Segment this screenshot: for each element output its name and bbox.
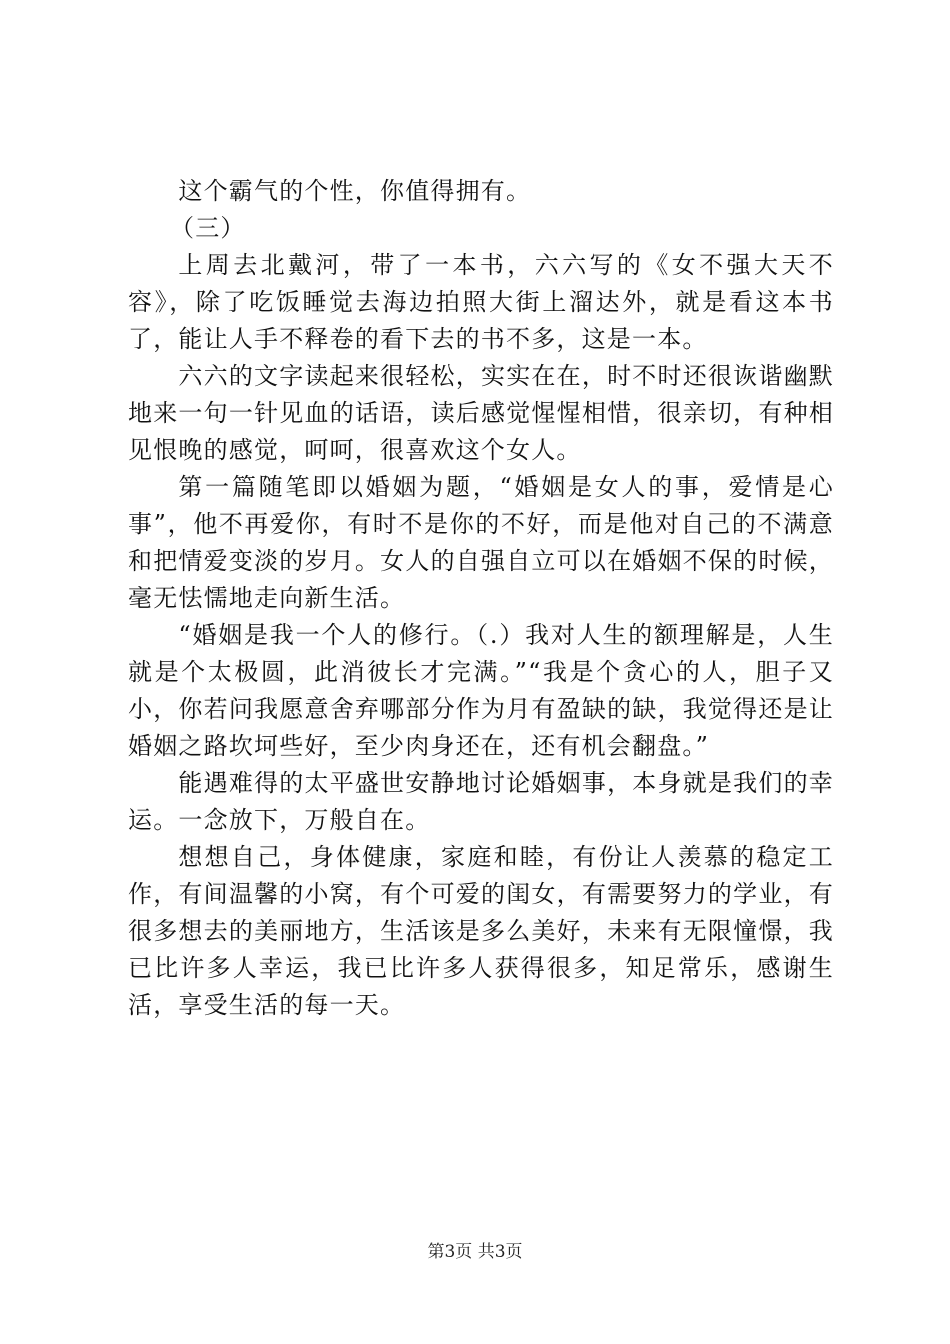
section-heading: （三） [170,214,246,242]
paragraph: 能遇难得的太平盛世安静地讨论婚姻事，本身就是我们的幸运。一念放下，万般自在。 [128,769,834,834]
paragraph: “婚姻是我一个人的修行。（.）我对人生的额理解是，人生就是个太极圆，此消彼长才完满。”“我是个贪心的人，胆子又小，你若问我愿意舍弃哪部分作为月有盈缺的缺，我觉得还是让婚姻之路坎坷些好，至少肉身还在，还有机会翻盘。” [128,621,834,760]
paragraph: 第一篇随笔即以婚姻为题，“婚姻是女人的事，爱情是心事”，他不再爱你，有时不是你的不好，而是他对自己的不满意和把情爱变淡的岁月。女人的自强自立可以在婚姻不保的时候，毫无怯懦地走向新生活。 [128,473,834,612]
page-number: 第3页 共3页 [427,1242,523,1262]
document-body [128,173,834,1024]
paragraph: 想想自己，身体健康，家庭和睦，有份让人羡慕的稳定工作，有间温馨的小窝，有个可爱的闺女，有需要努力的学业，有很多想去的美丽地方，生活该是多么美好，未来有无限憧憬，我已比许多人幸运，我已比许多人获得很多，知足常乐，感谢生活，享受生活的每一天。 [128,843,834,1019]
paragraph: 六六的文字读起来很轻松，实实在在，时不时还很诙谐幽默地来一句一针见血的话语，读后感觉惺惺相惜，很亲切，有种相见恨晚的感觉，呵呵，很喜欢这个女人。 [128,362,834,464]
paragraph: 这个霸气的个性，你值得拥有。 [178,177,532,205]
paragraph: 上周去北戴河，带了一本书，六六写的《女不强大天不容》，除了吃饭睡觉去海边拍照大街上溜达外，就是看这本书了，能让人手不释卷的看下去的书不多，这是一本。 [128,251,834,353]
page-footer [0,1240,950,1264]
